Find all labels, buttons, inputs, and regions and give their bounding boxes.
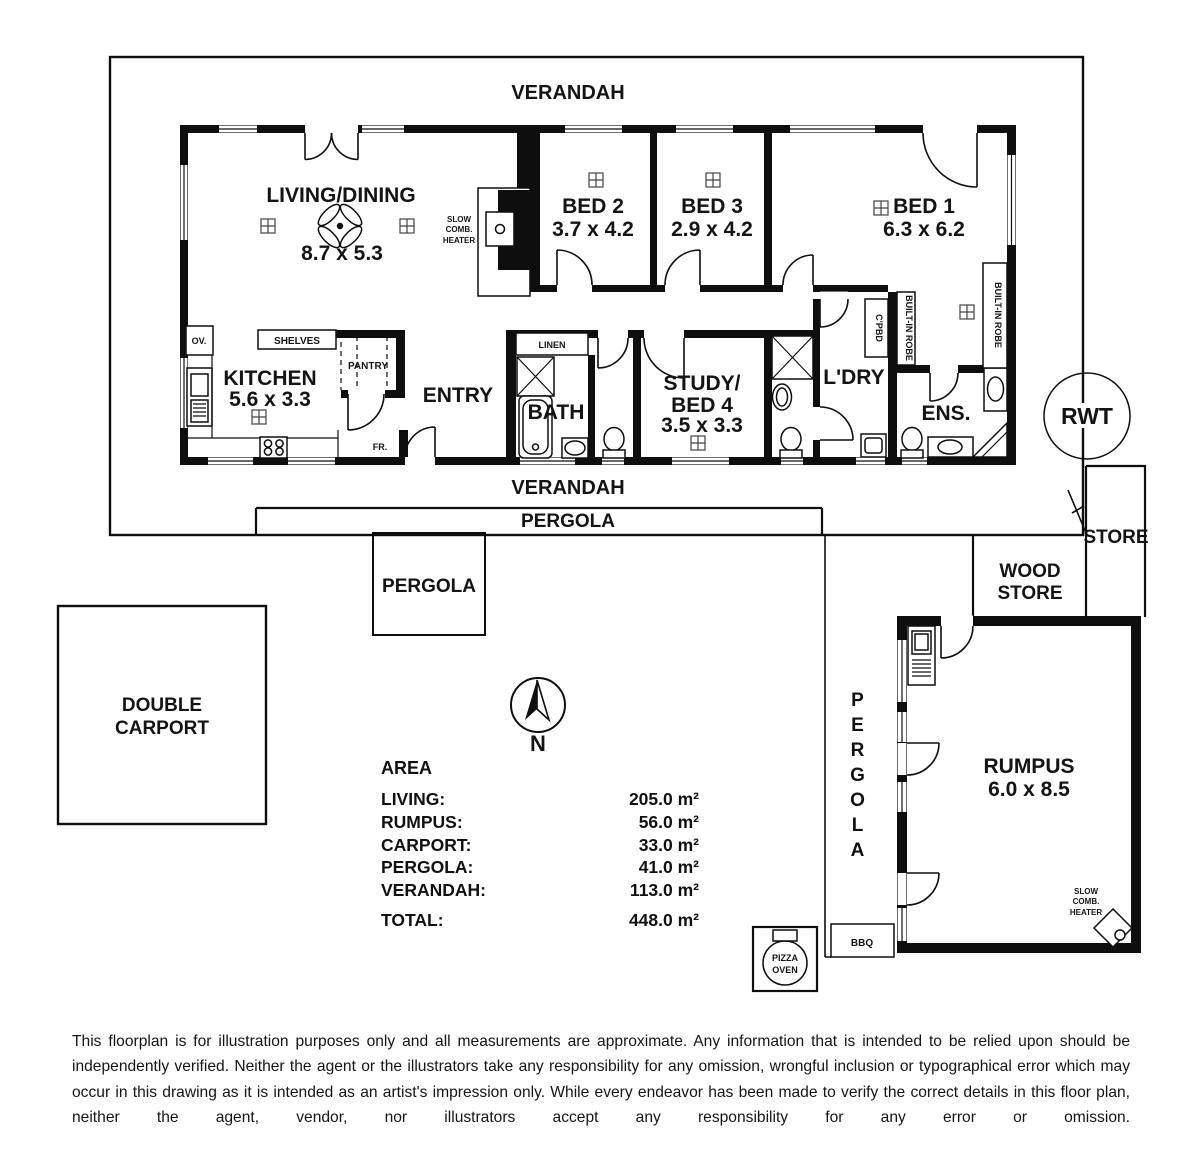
kitchen-dims: 5.6 x 3.3 bbox=[229, 388, 311, 411]
wc-strip-fixtures bbox=[772, 336, 813, 458]
vent-icon bbox=[589, 173, 603, 187]
vanity bbox=[562, 438, 588, 458]
area-total-label: TOTAL: bbox=[381, 909, 444, 930]
vent-icon bbox=[261, 219, 275, 233]
pergola-vertical-label: PERGOLA bbox=[847, 690, 868, 865]
carport-label-1: DOUBLE bbox=[121, 695, 203, 716]
bed1-external-door bbox=[923, 125, 977, 187]
carport-label-2: CARPORT bbox=[115, 718, 209, 739]
study-dims: 3.5 x 3.3 bbox=[661, 414, 743, 437]
bed3-label: BED 3 bbox=[681, 195, 743, 218]
study-label-2: BED 4 bbox=[671, 394, 733, 417]
area-row-label: VERANDAH: bbox=[381, 880, 486, 901]
slow-combustion-heater bbox=[478, 188, 540, 296]
pergola-strip-label: PERGOLA bbox=[521, 511, 615, 532]
bed2-label: BED 2 bbox=[562, 195, 624, 218]
bath-fixtures bbox=[516, 333, 625, 458]
built-in-robe-label-2: BUILT-IN ROBE bbox=[993, 282, 1003, 348]
heater-living-label-3: HEATER bbox=[442, 236, 476, 245]
area-total-value: 448.0 m² bbox=[628, 909, 699, 930]
area-table bbox=[381, 758, 699, 932]
area-row-label: LIVING: bbox=[381, 789, 446, 809]
bed1-dims: 6.3 x 6.2 bbox=[883, 218, 965, 241]
wood-store-label-1: WOOD bbox=[999, 561, 1061, 582]
heater-living-label-2: COMB. bbox=[445, 225, 473, 234]
compass-north-label: N bbox=[530, 731, 546, 756]
area-row-label: PERGOLA: bbox=[381, 857, 474, 878]
toilet bbox=[603, 428, 625, 459]
pizza-oven-label-2: OVEN bbox=[772, 965, 798, 975]
shower bbox=[772, 336, 813, 379]
pergola-box-label: PERGOLA bbox=[382, 576, 476, 597]
verandah-bottom-label: VERANDAH bbox=[511, 477, 625, 499]
heater-rumpus-label-1: SLOW bbox=[1074, 887, 1098, 896]
heater-living-label-1: SLOW bbox=[447, 215, 471, 224]
rumpus-stove bbox=[908, 626, 935, 685]
area-row bbox=[381, 834, 699, 857]
basin bbox=[773, 384, 792, 410]
cooktop bbox=[260, 437, 287, 458]
vent-icon bbox=[400, 219, 414, 233]
area-row-value: 205.0 m² bbox=[628, 789, 699, 809]
area-row-label: RUMPUS: bbox=[381, 811, 463, 832]
store-label: STORE bbox=[1083, 527, 1149, 548]
bbq-label: BBQ bbox=[850, 938, 874, 949]
compass-icon bbox=[511, 678, 565, 732]
bed3-dims: 2.9 x 4.2 bbox=[671, 218, 753, 241]
vent-icon bbox=[960, 305, 974, 319]
front-door bbox=[405, 427, 435, 465]
vent-icon bbox=[706, 173, 720, 187]
toilet bbox=[901, 428, 923, 459]
rumpus-dims: 6.0 x 8.5 bbox=[988, 778, 1070, 801]
vent-icon bbox=[874, 201, 888, 215]
heater-rumpus-label-3: HEATER bbox=[1069, 908, 1103, 917]
linen-label: LINEN bbox=[538, 340, 566, 350]
toilet bbox=[780, 428, 802, 459]
washing-machine bbox=[861, 434, 886, 457]
bed1-label: BED 1 bbox=[893, 195, 955, 218]
pizza-oven-label-1: PIZZA bbox=[772, 953, 798, 963]
vanity bbox=[928, 437, 973, 457]
area-row bbox=[381, 788, 699, 811]
heater-rumpus-label-2: COMB. bbox=[1072, 897, 1100, 906]
vent-icon bbox=[691, 436, 705, 450]
living-dims: 8.7 x 5.3 bbox=[301, 242, 383, 265]
fridge-label: FR. bbox=[372, 442, 388, 452]
shelves-label: SHELVES bbox=[274, 336, 320, 347]
bath-label: BATH bbox=[527, 401, 585, 424]
vanity-2 bbox=[984, 368, 1007, 411]
oven-label: OV. bbox=[191, 336, 207, 346]
pantry-label: PANTRY bbox=[348, 361, 388, 372]
ensuite-label: ENS. bbox=[921, 402, 971, 425]
study-label-1: STUDY/ bbox=[663, 372, 741, 395]
rwt-label: RWT bbox=[1061, 403, 1113, 429]
area-table-heading: AREA bbox=[381, 758, 433, 778]
kitchen-label: KITCHEN bbox=[223, 367, 317, 390]
bed2-dims: 3.7 x 4.2 bbox=[552, 218, 634, 241]
living-label: LIVING/DINING bbox=[266, 184, 416, 207]
disclaimer-text: This floorplan is for illustration purposes only and all measurements are approximate. Any information that is intended to be relied upon should be independently verified. Neither the agent or the illustrators take any responsibility for any omission, wrongful inclusion or typographical error which may occur in this drawing as it is intended as an artist's impression only. While every endeavor has been made to verify the correct details in this floor plan, neither the agent, vendor, nor illustrators accept any responsibility for any error or omission. bbox=[72, 1033, 1130, 1127]
corner-shower bbox=[973, 423, 1007, 457]
rumpus-label: RUMPUS bbox=[983, 755, 1075, 778]
french-doors-living bbox=[305, 125, 358, 160]
cupboard-label: C'PBD bbox=[874, 314, 884, 342]
wood-store-label-2: STORE bbox=[997, 583, 1063, 604]
laundry-label: L'DRY bbox=[823, 366, 885, 389]
area-row-value: 56.0 m² bbox=[638, 811, 699, 832]
entry-label: ENTRY bbox=[422, 384, 494, 407]
area-row-value: 33.0 m² bbox=[638, 834, 699, 855]
vent-icon bbox=[252, 410, 266, 424]
area-row bbox=[381, 879, 699, 902]
area-row-value: 41.0 m² bbox=[638, 857, 699, 878]
verandah-top-label: VERANDAH bbox=[511, 82, 625, 104]
area-total-row bbox=[381, 909, 699, 932]
built-in-robe-label-1: BUILT-IN ROBE bbox=[904, 295, 914, 361]
ensuite-fixtures bbox=[901, 263, 1007, 458]
area-row-label: CARPORT: bbox=[381, 834, 472, 855]
area-row bbox=[381, 811, 699, 834]
shower bbox=[517, 357, 554, 396]
area-row-value: 113.0 m² bbox=[629, 880, 699, 901]
area-row bbox=[381, 856, 699, 879]
